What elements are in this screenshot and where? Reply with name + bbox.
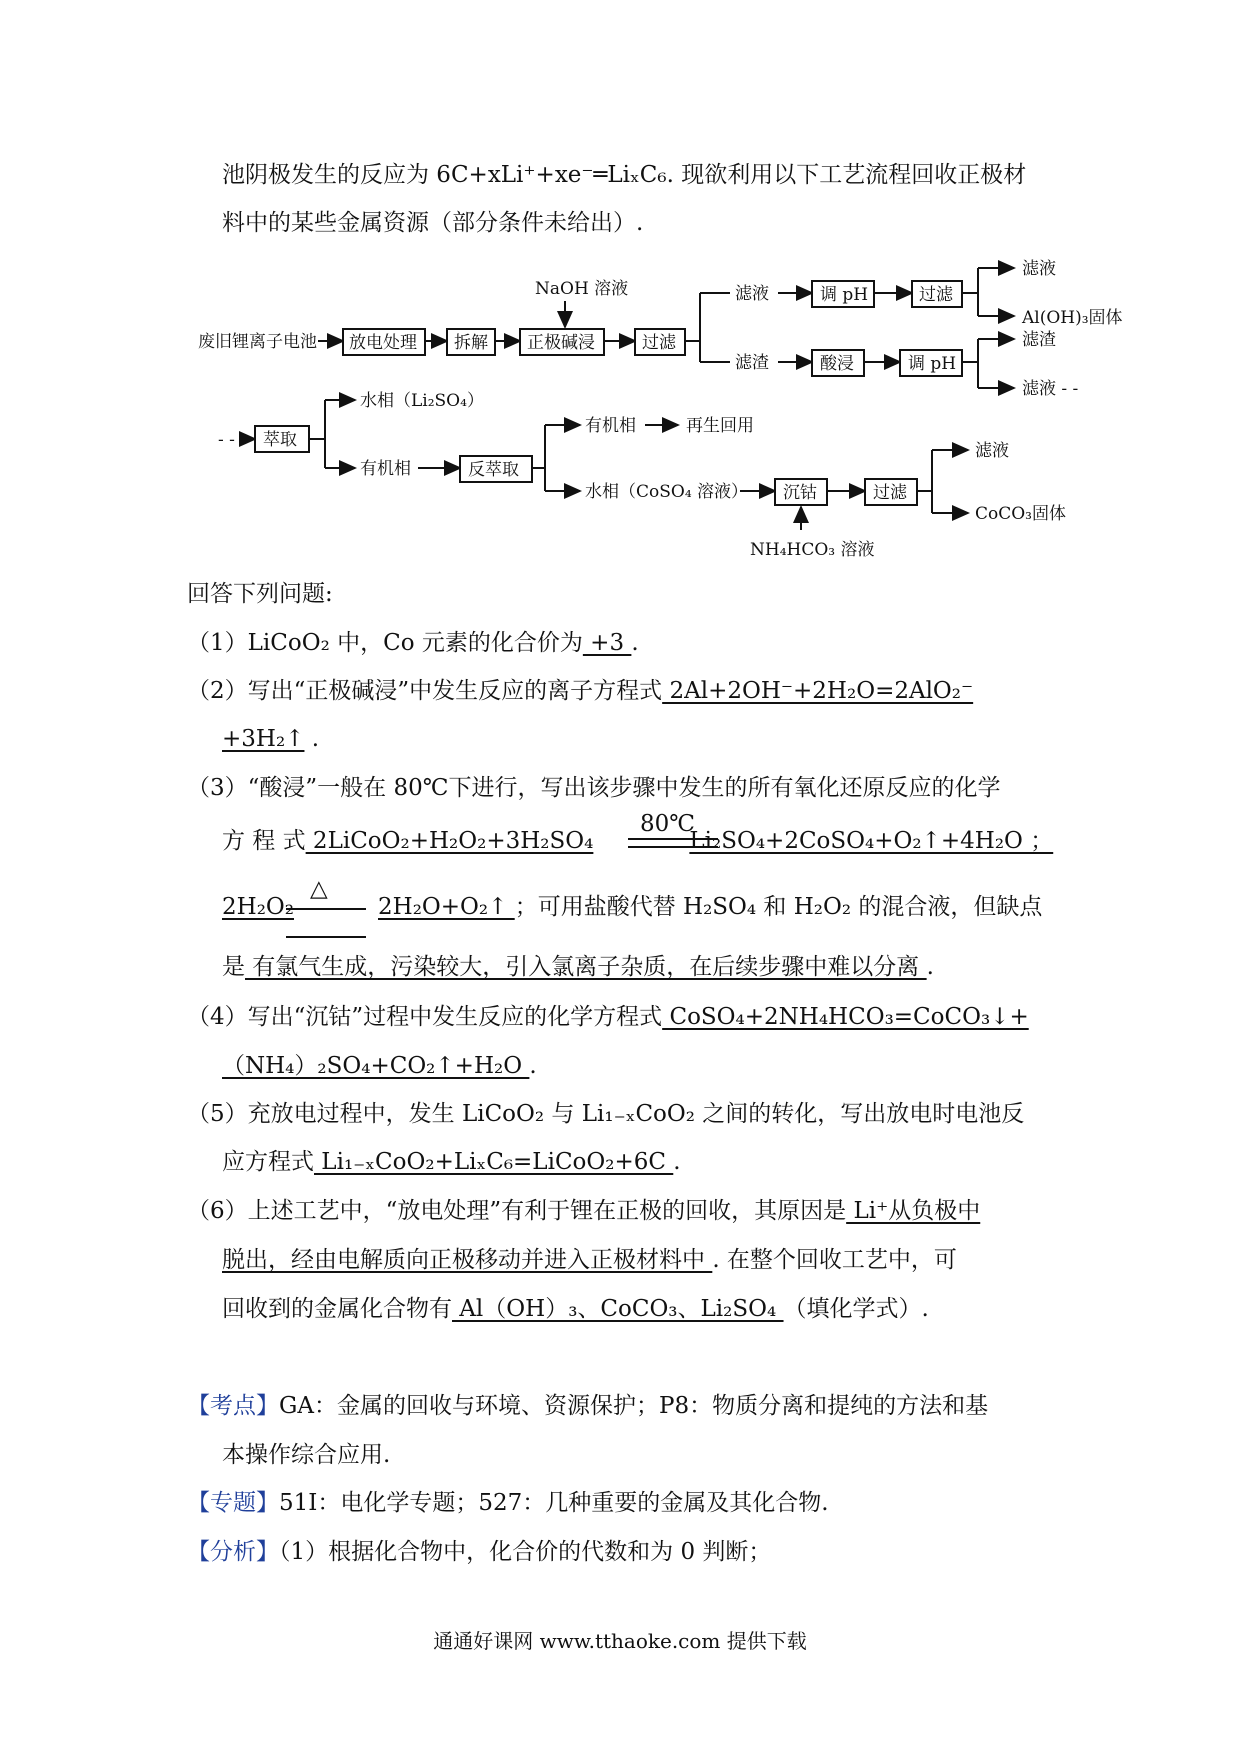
q3-answer-1b: Li₂SO₄+2CoSO₄+O₂↑+4H₂O ；	[689, 828, 1054, 854]
q6-line3-pre: 回收到的金属化合物有	[222, 1296, 452, 1322]
q3-condition-line-1b	[628, 838, 718, 840]
q3-condition-line-1	[628, 846, 718, 848]
q6-end: （填化学式）.	[783, 1296, 929, 1322]
q3-condition-2: △	[310, 876, 328, 902]
q3-condition-line-2b	[286, 936, 366, 938]
zhuanti-line	[187, 1486, 829, 1520]
flow-filtrate3: 滤液	[975, 441, 1009, 461]
q2-answer-1: 2Al+2OH⁻+2H₂O=2AlO₂⁻	[662, 678, 974, 704]
q3-end: .	[926, 954, 934, 980]
q4-text: （4）写出“沉钴”过程中发生反应的化学方程式	[187, 1004, 663, 1030]
flow-filter2: 过滤	[919, 285, 953, 305]
flow-filter: 过滤	[642, 333, 676, 353]
intro-line-1: 池阴极发生的反应为 6C+xLi⁺+xe⁻═LiₓC₆. 现欲利用以下工艺流程回收正极材	[222, 162, 1027, 188]
q6-answer-1: Li⁺从负极中	[846, 1198, 981, 1224]
flow-adjust-ph2: 调 pH	[908, 354, 957, 374]
question-6-line-3	[222, 1292, 929, 1326]
questions-header: 回答下列问题:	[187, 581, 333, 607]
flow-naoh: NaOH 溶液	[535, 279, 629, 299]
q4-answer-1: CoSO₄+2NH₄HCO₃=CoCO₃↓+	[662, 1004, 1029, 1030]
intro-line-2: 料中的某些金属资源（部分条件未给出）.	[222, 210, 644, 236]
question-6-line-2	[222, 1243, 957, 1277]
flow-dash-arrow: - -	[218, 430, 235, 450]
flow-filter3: 过滤	[873, 483, 907, 503]
question-3-line-3	[222, 890, 1042, 924]
question-3-line-2	[222, 824, 1053, 858]
question-3-line-1: （3）“酸浸”一般在 80℃下进行，写出该步骤中发生的所有氧化还原反应的化学	[187, 775, 1001, 801]
flow-residue2: 滤渣	[1022, 330, 1056, 350]
flow-coco3-solid: CoCO₃固体	[975, 504, 1067, 524]
flow-aqueous-li: 水相（Li₂SO₄）	[360, 391, 484, 411]
q6-answer-2: 脱出，经由电解质向正极移动并进入正极材料中	[222, 1247, 713, 1273]
flow-aqueous-co: 水相（CoSO₄ 溶液）	[585, 482, 749, 502]
flow-nh4hco3: NH₄HCO₃ 溶液	[750, 540, 875, 560]
flow-start: 废旧锂离子电池	[198, 332, 317, 352]
q2-text: （2）写出“正极碱浸”中发生反应的离子方程式	[187, 678, 663, 704]
question-4-cont	[222, 1049, 537, 1083]
q3-condition-1: 80℃	[640, 811, 695, 837]
page-footer: 通通好课网 www.tthaoke.com 提供下载	[433, 1629, 807, 1653]
flow-acid-leach: 酸浸	[820, 354, 854, 374]
q4-answer-2: （NH₄）₂SO₄+CO₂↑+H₂O	[222, 1053, 530, 1079]
flow-aloh3-solid: Al(OH)₃固体	[1022, 308, 1123, 328]
flow-precip-co: 沉钴	[783, 483, 817, 503]
q1-text: （1）LiCoO₂ 中，Co 元素的化合价为	[187, 630, 583, 656]
q5-answer: Li₁₋ₓCoO₂+LiₓC₆=LiCoO₂+6C	[314, 1149, 674, 1175]
flow-organic: 有机相	[360, 459, 411, 479]
fenxi-line	[187, 1535, 771, 1569]
zhuanti-tag: 【专题】	[187, 1490, 279, 1516]
flow-adjust-ph: 调 pH	[820, 285, 869, 305]
process-flow-diagram	[0, 250, 1240, 580]
zhuanti-text: 51I：电化学专题；527：几种重要的金属及其化合物.	[279, 1490, 829, 1516]
q3-answer-1a: 2LiCoO₂+H₂O₂+3H₂SO₄	[305, 828, 594, 854]
flow-extract: 萃取	[263, 430, 297, 450]
question-2-cont	[222, 722, 319, 756]
q3-answer-2b: 2H₂O+O₂↑	[378, 894, 515, 920]
q3-answer-2a: 2H₂O₂	[222, 894, 294, 920]
flow-dismantle: 拆解	[454, 333, 488, 353]
q1-end: .	[631, 630, 639, 656]
question-5-line-1: （5）充放电过程中，发生 LiCoO₂ 与 Li₁₋ₓCoO₂ 之间的转化，写出放电时电池反	[187, 1101, 1025, 1127]
flow-recycle: 再生回用	[686, 416, 754, 436]
question-6-line-1	[187, 1194, 980, 1228]
fenxi-text: （1）根据化合物中，化合价的代数和为 0 判断；	[279, 1539, 772, 1565]
question-5-line-2	[222, 1145, 681, 1179]
question-3-line-4	[222, 950, 934, 984]
flow-alkali: 正极碱浸	[527, 333, 595, 353]
q6-mid: . 在整个回收工艺中，可	[712, 1247, 957, 1273]
flow-discharge: 放电处理	[349, 333, 417, 353]
flow-back-extract: 反萃取	[468, 460, 519, 480]
q3-label: 方 程 式	[222, 828, 306, 854]
question-1	[187, 626, 639, 660]
q2-answer-2: +3H₂↑	[222, 726, 305, 752]
flow-filtrate-out: 滤液	[1022, 259, 1056, 279]
question-4	[187, 1000, 1029, 1034]
q5-end: .	[673, 1149, 681, 1175]
kaodian-line-2: 本操作综合应用.	[222, 1442, 391, 1468]
q6-text: （6）上述工艺中，“放电处理”有利于锂在正极的回收，其原因是	[187, 1198, 847, 1224]
q3-condition-line-2	[286, 908, 366, 910]
q3-line4-pre: 是	[222, 954, 245, 980]
kaodian-line-1	[187, 1389, 988, 1423]
flow-residue: 滤渣	[735, 353, 769, 373]
kaodian-tag: 【考点】	[187, 1393, 279, 1419]
q2-end: .	[304, 726, 320, 752]
fenxi-tag: 【分析】	[187, 1539, 279, 1565]
flow-filtrate: 滤液	[735, 284, 769, 304]
question-2	[187, 674, 973, 708]
q6-answer-3: Al（OH）₃、CoCO₃、Li₂SO₄	[452, 1296, 784, 1322]
q5-label: 应方程式	[222, 1149, 314, 1175]
flow-filtrate2: 滤液 - -	[1022, 379, 1079, 399]
q1-answer: +3	[582, 630, 632, 656]
q3-mid: ；可用盐酸代替 H₂SO₄ 和 H₂O₂ 的混合液，但缺点	[514, 894, 1043, 920]
flow-organic2: 有机相	[585, 416, 636, 436]
q4-end: .	[529, 1053, 537, 1079]
kaodian-text-1: GA：金属的回收与环境、资源保护；P8：物质分离和提纯的方法和基	[279, 1393, 989, 1419]
q3-answer-3: 有氯气生成，污染较大，引入氯离子杂质，在后续步骤中难以分离	[245, 954, 927, 980]
